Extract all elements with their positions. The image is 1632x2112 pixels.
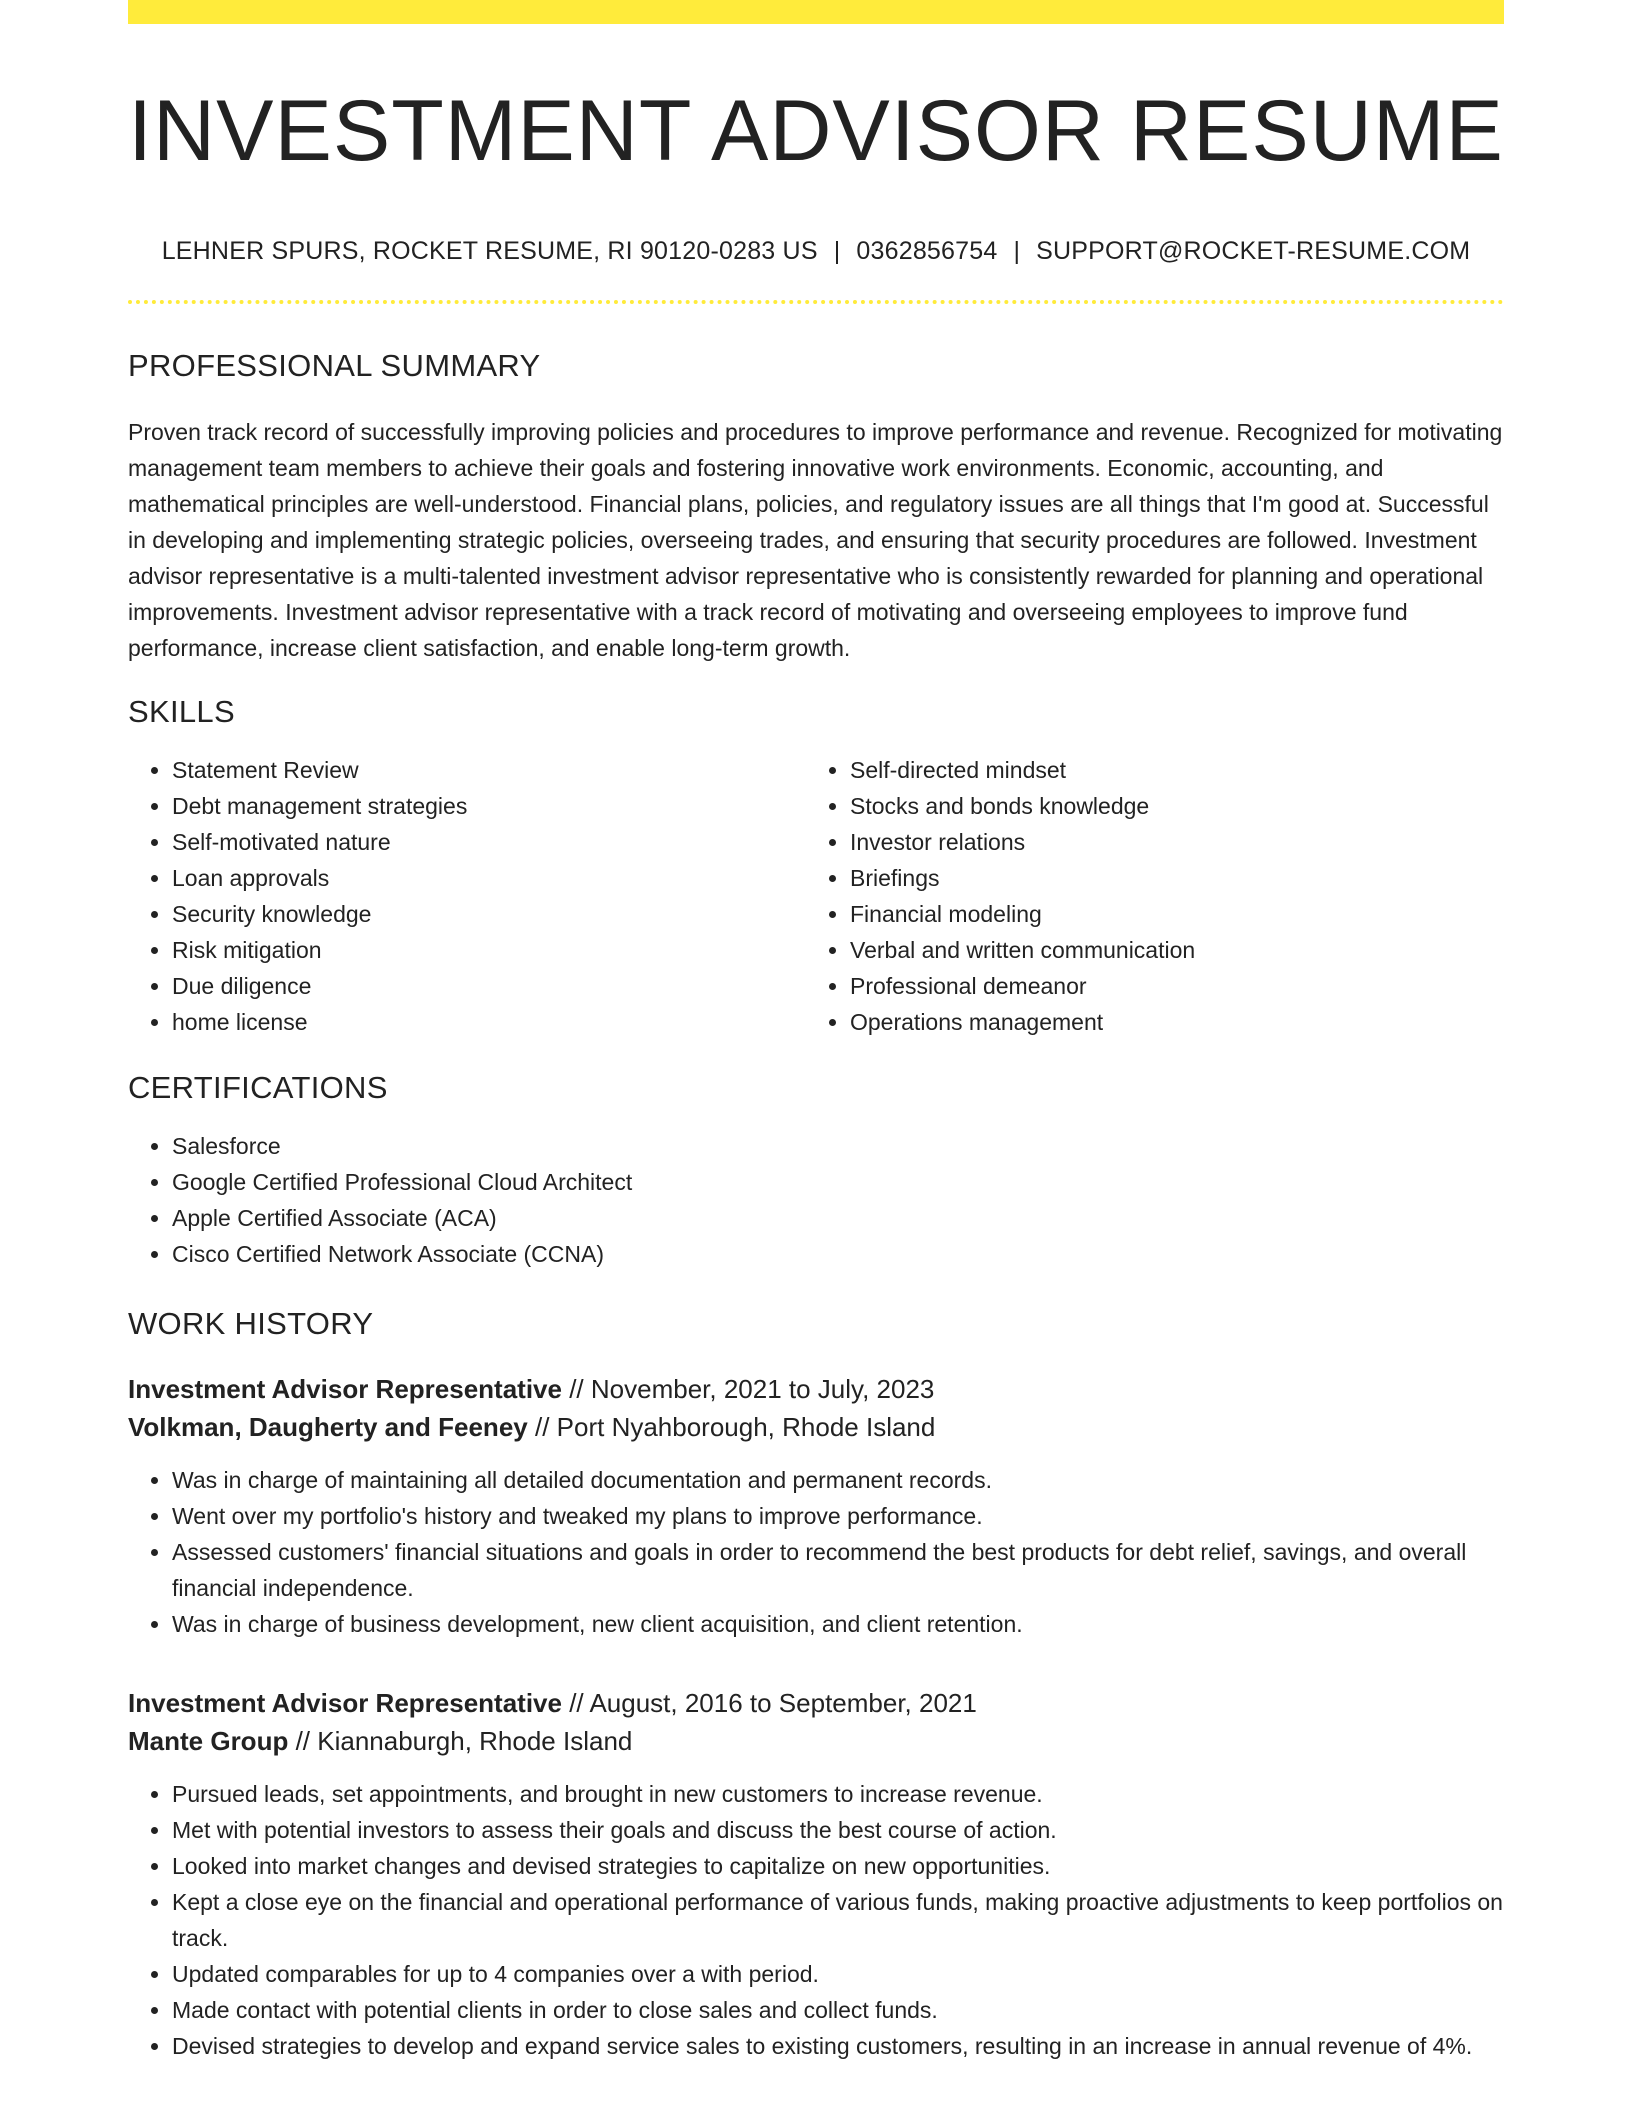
skill-item: • Professional demeanor	[850, 968, 1484, 1004]
job-bullet-list	[128, 1776, 1504, 2064]
skill-item: • home license	[172, 1004, 806, 1040]
job-bullet: • Made contact with potential clients in order to close sales and collect funds.	[172, 1992, 1504, 2028]
skill-item: • Statement Review	[172, 752, 806, 788]
job-dates: // November, 2021 to July, 2023	[569, 1373, 935, 1404]
job-bullet: • Looked into market changes and devised strategies to capitalize on new opportunities.	[172, 1848, 1504, 1884]
dotted-divider	[128, 300, 1504, 304]
skills-column-right	[806, 752, 1484, 1040]
skill-item: • Due diligence	[172, 968, 806, 1004]
job-bullet: • Went over my portfolio's history and tweaked my plans to improve performance.	[172, 1498, 1504, 1534]
summary-text: Proven track record of successfully improving policies and procedures to improve performance and revenue. Recognized for motivating management team members to achieve their goals and fostering innovative work environments. Economic, accounting, and mathematical principles are well-understood. Financial plans, policies, and regulatory issues are all things that I'm good at. Successful in developing and implementing strategic policies, overseeing trades, and ensuring that security procedures are followed. Investment advisor representative is a multi-talented investment advisor representative who is consistently rewarded for planning and operational improvements. Investment advisor representative with a track record of motivating and overseeing employees to improve fund performance, increase client satisfaction, and enable long-term growth.	[128, 418, 1503, 661]
skill-item: • Investor relations	[850, 824, 1484, 860]
contact-phone: 0362856754	[856, 236, 998, 265]
resume-title: INVESTMENT ADVISOR RESUME	[128, 83, 1504, 179]
job-bullet: • Assessed customers' financial situations and goals in order to recommend the best products for debt relief, savings, and overall financial independence.	[172, 1534, 1504, 1606]
skills-list-right	[806, 752, 1484, 1040]
contact-address: LEHNER SPURS, ROCKET RESUME, RI 90120-0283 US	[161, 236, 818, 265]
resume-page	[128, 0, 1504, 2112]
summary-heading: PROFESSIONAL SUMMARY	[128, 347, 541, 383]
job-company-line	[128, 1408, 1504, 1446]
skills-heading: SKILLS	[128, 693, 235, 729]
skill-item: • Risk mitigation	[172, 932, 806, 968]
skill-item: • Stocks and bonds knowledge	[850, 788, 1484, 824]
contact-separator: |	[833, 236, 841, 265]
job-title-line	[128, 1684, 1504, 1722]
certifications-heading: CERTIFICATIONS	[128, 1069, 388, 1105]
skill-item: • Loan approvals	[172, 860, 806, 896]
skill-item: • Operations management	[850, 1004, 1484, 1040]
skill-item: • Debt management strategies	[172, 788, 806, 824]
skill-item: • Financial modeling	[850, 896, 1484, 932]
job-bullet: • Pursued leads, set appointments, and brought in new customers to increase revenue.	[172, 1776, 1504, 1812]
contact-line	[128, 237, 1504, 266]
job-title: Investment Advisor Representative	[128, 1687, 562, 1718]
certification-item: • Salesforce	[172, 1128, 1504, 1164]
skills-column-left	[128, 752, 806, 1040]
contact-separator: |	[1013, 236, 1021, 265]
contact-email: SUPPORT@ROCKET-RESUME.COM	[1036, 236, 1471, 265]
job-company-line	[128, 1722, 1504, 1760]
job-title: Investment Advisor Representative	[128, 1373, 562, 1404]
job-location: // Port Nyahborough, Rhode Island	[534, 1411, 936, 1442]
skill-item: • Security knowledge	[172, 896, 806, 932]
job-bullet: • Was in charge of maintaining all detailed documentation and permanent records.	[172, 1462, 1504, 1498]
job-bullet: • Met with potential investors to assess their goals and discuss the best course of action.	[172, 1812, 1504, 1848]
job-entry	[128, 1370, 1504, 1642]
job-bullet: • Devised strategies to develop and expand service sales to existing customers, resulting in an increase in annual revenue of 4%.	[172, 2028, 1504, 2064]
skills-list-left	[128, 752, 806, 1040]
certification-item: • Apple Certified Associate (ACA)	[172, 1200, 1504, 1236]
job-title-line	[128, 1370, 1504, 1408]
skill-item: • Self-directed mindset	[850, 752, 1484, 788]
job-location: // Kiannaburgh, Rhode Island	[295, 1725, 633, 1756]
job-company: Mante Group	[128, 1725, 289, 1756]
job-entry	[128, 1684, 1504, 2064]
certification-item: • Cisco Certified Network Associate (CCNA)	[172, 1236, 1504, 1272]
job-bullet-list	[128, 1462, 1504, 1642]
skill-item: • Self-motivated nature	[172, 824, 806, 860]
job-bullet: • Was in charge of business development, new client acquisition, and client retention.	[172, 1606, 1504, 1642]
accent-top-bar	[128, 0, 1504, 24]
job-company: Volkman, Daugherty and Feeney	[128, 1411, 528, 1442]
certifications-list	[128, 1128, 1504, 1272]
work-history-heading: WORK HISTORY	[128, 1305, 374, 1341]
job-dates: // August, 2016 to September, 2021	[569, 1687, 977, 1718]
skills-columns	[128, 752, 1504, 1040]
job-bullet: • Updated comparables for up to 4 companies over a with period.	[172, 1956, 1504, 1992]
job-bullet: • Kept a close eye on the financial and operational performance of various funds, making proactive adjustments to keep portfolios on track.	[172, 1884, 1504, 1956]
skill-item: • Verbal and written communication	[850, 932, 1484, 968]
certification-item: • Google Certified Professional Cloud Architect	[172, 1164, 1504, 1200]
skill-item: • Briefings	[850, 860, 1484, 896]
